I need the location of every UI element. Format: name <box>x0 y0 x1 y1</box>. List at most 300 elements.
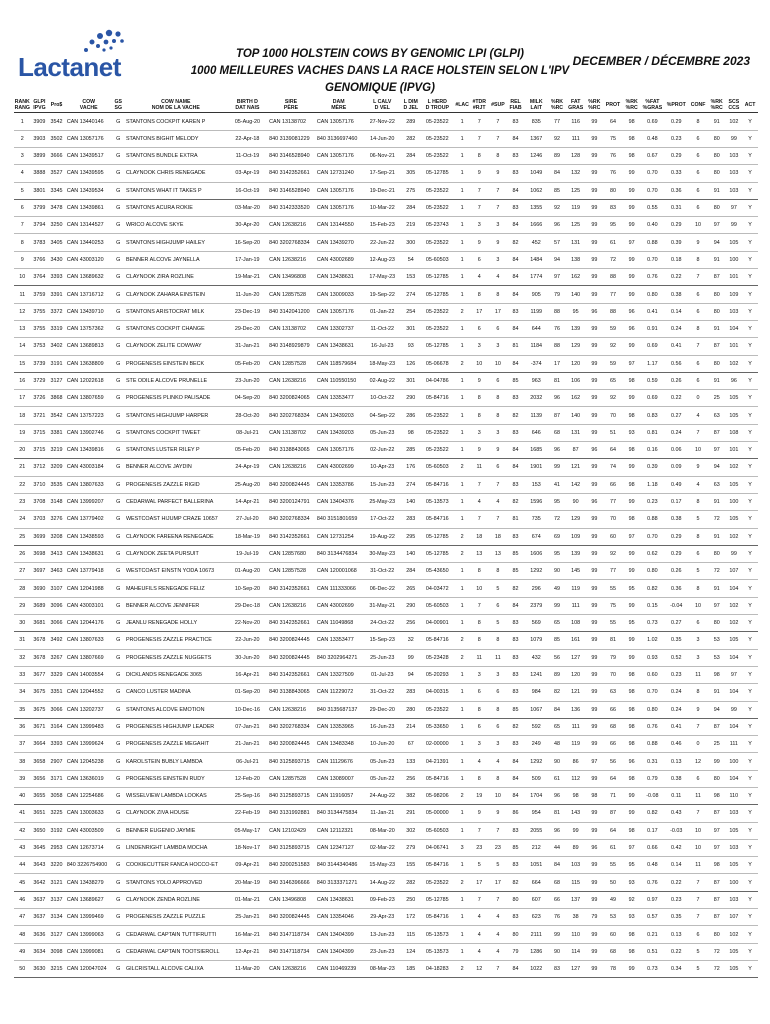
table-cell: 3220 <box>48 857 65 874</box>
table-cell: 0.51 <box>640 943 664 960</box>
column-header <box>113 98 124 113</box>
table-cell: 0.21 <box>640 926 664 943</box>
table-cell: 107 <box>726 909 743 926</box>
table-cell: 95 <box>548 545 566 562</box>
table-cell: 80 <box>708 130 726 147</box>
table-cell: 125 <box>566 217 586 234</box>
table-cell: 3148 <box>48 493 65 510</box>
table-cell: 840 3200824445 <box>267 476 315 493</box>
table-cell: 25-May-23 <box>363 493 402 510</box>
column-header-line: NOM DE LA VACHE <box>151 105 200 112</box>
table-cell: 12-Aug-23 <box>363 251 402 268</box>
table-cell: 0.09 <box>664 459 688 476</box>
table-cell: 8 <box>489 407 507 424</box>
table-cell: 15-Sep-23 <box>363 632 402 649</box>
table-cell: 98 <box>623 511 641 528</box>
table-cell: 1 <box>455 130 470 147</box>
table-cell: 98 <box>708 787 726 804</box>
table-cell: 81 <box>507 338 525 355</box>
table-cell: 1 <box>455 338 470 355</box>
table-cell: 674 <box>524 528 548 545</box>
table-cell: 172 <box>402 909 420 926</box>
table-cell: G <box>113 217 124 234</box>
table-cell: 2 <box>455 649 470 666</box>
table-cell: 84 <box>548 701 566 718</box>
table-cell: 140 <box>566 407 586 424</box>
table-cell: 6 <box>489 718 507 735</box>
table-cell: CAN 13440253 <box>65 234 113 251</box>
table-cell: 6 <box>469 718 489 735</box>
table-cell: 65 <box>548 615 566 632</box>
table-cell: 6 <box>688 545 708 562</box>
table-cell: 17-Sep-21 <box>363 165 402 182</box>
table-cell: 139 <box>566 545 586 562</box>
table-cell: 0.27 <box>664 407 688 424</box>
table-cell: 11 <box>469 459 489 476</box>
table-cell: G <box>113 839 124 856</box>
table-cell: 84 <box>507 753 525 770</box>
table-cell: 1051 <box>524 857 548 874</box>
table-row <box>14 269 758 286</box>
table-cell: 7 <box>489 960 507 977</box>
column-header <box>742 98 758 113</box>
table-cell: CAN 13716712 <box>65 286 113 303</box>
table-cell: 80 <box>708 165 726 182</box>
table-cell: 01-Jan-22 <box>363 303 402 320</box>
table-cell: 0.24 <box>664 320 688 337</box>
table-cell: 3393 <box>48 736 65 753</box>
table-cell: CAN 13439534 <box>65 182 113 199</box>
table-cell: 2055 <box>524 822 548 839</box>
table-cell: 3345 <box>48 182 65 199</box>
table-cell: 11 <box>688 857 708 874</box>
table-cell: G <box>113 684 124 701</box>
table-cell: 3868 <box>48 390 65 407</box>
cow-ranking-table <box>14 98 758 978</box>
table-cell: 05-23522 <box>420 303 455 320</box>
table-cell: 105 <box>726 476 743 493</box>
table-cell: 3888 <box>31 165 49 182</box>
table-cell: 08-Mar-23 <box>363 960 402 977</box>
table-row <box>14 320 758 337</box>
table-cell: 37 <box>14 736 31 753</box>
table-cell: 840 3200824445 <box>267 909 315 926</box>
table-cell: 7 <box>489 891 507 908</box>
table-cell: 98 <box>586 787 604 804</box>
table-cell: CAN 13354046 <box>315 909 363 926</box>
table-cell: 98 <box>623 476 641 493</box>
table-cell: STANTONS WHAT IT TAKES P <box>124 182 228 199</box>
table-cell: 98 <box>623 926 641 943</box>
table-cell: CAN 13689813 <box>65 338 113 355</box>
table-cell: 99 <box>586 822 604 839</box>
table-cell: CAN 12041988 <box>65 580 113 597</box>
table-cell: 99 <box>623 338 641 355</box>
table-cell: 75 <box>603 130 623 147</box>
table-cell: 6 <box>688 615 708 632</box>
table-cell: CAN 12044176 <box>65 615 113 632</box>
table-cell: 05-60503 <box>420 251 455 268</box>
table-cell: MAHEUFILS RENEGADE FELIZ <box>124 580 228 597</box>
table-cell: 105 <box>726 857 743 874</box>
table-cell: 84 <box>507 787 525 804</box>
table-cell: 09-Feb-23 <box>363 891 402 908</box>
table-cell: 3689 <box>31 597 49 614</box>
table-cell: 9 <box>688 701 708 718</box>
table-cell: 0.79 <box>640 770 664 787</box>
table-cell: 28 <box>14 580 31 597</box>
table-cell: 10 <box>688 217 708 234</box>
column-header-line: Pro$ <box>50 102 63 109</box>
table-row <box>14 701 758 718</box>
table-cell: 85 <box>507 372 525 389</box>
table-cell: 100 <box>726 251 743 268</box>
table-cell: 212 <box>524 839 548 856</box>
table-cell: WRICO ALCOVE SKYE <box>124 217 228 234</box>
table-cell: 3755 <box>31 320 49 337</box>
table-cell: 92 <box>548 130 566 147</box>
table-cell: G <box>113 130 124 147</box>
table-cell: 69 <box>548 528 566 545</box>
table-cell: 10 <box>489 787 507 804</box>
table-cell: STE ODILE ALCOVE PRUNELLE <box>124 372 228 389</box>
table-row <box>14 251 758 268</box>
table-cell: 0.83 <box>640 407 664 424</box>
table-cell: 114 <box>566 943 586 960</box>
table-row <box>14 476 758 493</box>
table-cell: 7 <box>469 476 489 493</box>
table-cell: CAN 12857528 <box>267 355 315 372</box>
table-cell: 1.02 <box>640 632 664 649</box>
table-cell: 97 <box>623 234 641 251</box>
table-cell: Y <box>742 234 758 251</box>
table-cell: 5 <box>489 615 507 632</box>
table-cell: 3712 <box>31 459 49 476</box>
table-cell: 0.62 <box>640 545 664 562</box>
table-cell: 8 <box>688 493 708 510</box>
table-cell: 16-Jul-23 <box>363 338 402 355</box>
table-cell: 7 <box>469 182 489 199</box>
table-cell: 99 <box>548 597 566 614</box>
table-cell: STANTONS HIGHJUMP HAILEY <box>124 234 228 251</box>
table-cell: Y <box>742 874 758 891</box>
table-cell: CEDARWAL CAPTAIN TUTTIFRUTTI <box>124 926 228 943</box>
table-cell: Y <box>742 787 758 804</box>
table-cell: 3643 <box>31 857 49 874</box>
table-cell: 840 3136697460 <box>315 130 363 147</box>
table-cell: 0.33 <box>664 165 688 182</box>
column-header-line: D VEL <box>374 105 390 112</box>
table-cell: 66 <box>603 476 623 493</box>
table-cell: 0.31 <box>664 199 688 216</box>
table-cell: 0.13 <box>664 753 688 770</box>
table-cell: 83 <box>507 649 525 666</box>
table-cell: CAN 43003509 <box>65 822 113 839</box>
table-cell: 99 <box>586 320 604 337</box>
table-cell: CAN 13438631 <box>315 338 363 355</box>
table-cell: 99 <box>586 666 604 683</box>
table-cell: 840 3134476834 <box>315 545 363 562</box>
table-cell: 0.36 <box>664 580 688 597</box>
table-cell: 0.93 <box>640 649 664 666</box>
table-cell: 3766 <box>31 251 49 268</box>
table-cell: 49 <box>548 580 566 597</box>
table-cell: 99 <box>586 960 604 977</box>
table-cell: 41 <box>14 805 31 822</box>
table-cell: 74 <box>603 459 623 476</box>
table-cell: 102 <box>726 597 743 614</box>
table-cell: 0.13 <box>664 926 688 943</box>
table-cell: 16-Apr-21 <box>228 666 267 683</box>
table-cell: 85 <box>507 563 525 580</box>
table-cell: 126 <box>402 355 420 372</box>
table-cell: 3715 <box>31 424 49 441</box>
table-cell: 05-Feb-20 <box>228 442 267 459</box>
column-header-line: %RC <box>550 105 564 112</box>
table-cell: G <box>113 390 124 407</box>
table-cell: CAN 13438593 <box>65 528 113 545</box>
table-cell: 840 3200251583 <box>267 857 315 874</box>
table-cell: 05-84716 <box>420 909 455 926</box>
table-cell: Y <box>742 355 758 372</box>
table-cell: 92 <box>623 891 641 908</box>
table-cell: 3478 <box>48 199 65 216</box>
table-cell: 162 <box>566 390 586 407</box>
table-row <box>14 338 758 355</box>
table-cell: 840 3200124791 <box>267 493 315 510</box>
table-cell: 108 <box>726 424 743 441</box>
table-cell: 1367 <box>524 130 548 147</box>
table-cell: 84 <box>507 960 525 977</box>
table-row <box>14 615 758 632</box>
table-cell: 7 <box>688 338 708 355</box>
table-cell: 17-May-23 <box>363 269 402 286</box>
table-cell: 50 <box>603 874 623 891</box>
table-cell: 99 <box>586 805 604 822</box>
table-cell: 05-12785 <box>420 891 455 908</box>
table-cell: STANTONS YOLO APPROVED <box>124 874 228 891</box>
table-cell: 05-23428 <box>420 649 455 666</box>
table-cell: 31-Oct-22 <box>363 684 402 701</box>
table-cell: 9 <box>14 251 31 268</box>
table-cell: 84 <box>507 182 525 199</box>
table-cell: 3 <box>688 649 708 666</box>
table-cell: 16 <box>14 372 31 389</box>
table-cell: 1 <box>455 286 470 303</box>
table-cell: 3697 <box>31 563 49 580</box>
table-cell: STANTONS ACURA ROKIE <box>124 199 228 216</box>
table-cell: 3405 <box>48 234 65 251</box>
table-cell: CAN 43003120 <box>65 251 113 268</box>
table-cell: CAN 11229072 <box>315 684 363 701</box>
table-cell: 99 <box>586 528 604 545</box>
table-cell: 22-Jun-20 <box>228 632 267 649</box>
table-cell: CAN 11049868 <box>315 615 363 632</box>
table-cell: 25 <box>14 528 31 545</box>
table-cell: 8 <box>489 632 507 649</box>
table-cell: PROGENESIS ZAZZLE NUGGETS <box>124 649 228 666</box>
table-cell: CAN 12857680 <box>267 545 315 562</box>
table-cell: 1 <box>455 165 470 182</box>
table-cell: G <box>113 736 124 753</box>
table-cell: CAN 13404376 <box>315 493 363 510</box>
table-cell: 34 <box>14 684 31 701</box>
table-cell: LINDENRIGHT LAMBDA MOCHA <box>124 839 228 856</box>
table-cell: 71 <box>603 787 623 804</box>
table-cell: 87 <box>708 909 726 926</box>
table-cell: 61 <box>548 770 566 787</box>
table-cell: 28-Oct-20 <box>228 407 267 424</box>
table-cell: 176 <box>402 459 420 476</box>
table-cell: CAN 13999624 <box>65 736 113 753</box>
table-cell: 87 <box>566 442 586 459</box>
table-cell: 0.48 <box>640 130 664 147</box>
table-cell: CAN 13439203 <box>315 407 363 424</box>
table-cell: 40 <box>14 787 31 804</box>
table-cell: 79 <box>603 649 623 666</box>
table-cell: 214 <box>402 718 420 735</box>
table-cell: CAN 13807633 <box>65 632 113 649</box>
table-cell: 102 <box>726 355 743 372</box>
table-cell: 27-Nov-22 <box>363 113 402 130</box>
table-cell: 99 <box>586 234 604 251</box>
table-cell: 16-Mar-21 <box>228 926 267 943</box>
table-cell: 24-Aug-22 <box>363 787 402 804</box>
table-cell: 17 <box>469 303 489 320</box>
table-cell: 9 <box>489 442 507 459</box>
table-cell: 99 <box>586 113 604 130</box>
column-header <box>228 98 267 113</box>
table-cell: 17 <box>489 874 507 891</box>
table-cell: CAN 12254686 <box>65 787 113 804</box>
table-cell: 3 <box>469 666 489 683</box>
table-cell: 3 <box>688 632 708 649</box>
table-cell: 05-13573 <box>420 493 455 510</box>
table-cell: PROGENESIS HIGHJUMP LEADER <box>124 718 228 735</box>
table-cell: 80 <box>708 926 726 943</box>
table-cell: 2953 <box>48 839 65 856</box>
table-cell: 7 <box>688 891 708 908</box>
table-cell: 125 <box>566 182 586 199</box>
table-cell: PROGENESIS ZAZZLE PUZZLE <box>124 909 228 926</box>
table-cell: 99 <box>586 286 604 303</box>
table-cell: 13 <box>489 545 507 562</box>
table-cell: 99 <box>708 753 726 770</box>
table-cell: 127 <box>566 960 586 977</box>
table-cell: 30-May-23 <box>363 545 402 562</box>
table-cell: 0.23 <box>640 493 664 510</box>
table-cell: Y <box>742 269 758 286</box>
table-cell: 1 <box>14 113 31 130</box>
table-cell: G <box>113 632 124 649</box>
table-cell: CAN 12112321 <box>315 822 363 839</box>
table-cell: 7 <box>688 718 708 735</box>
table-cell: 840 3146396666 <box>267 874 315 891</box>
table-cell: 3215 <box>48 960 65 977</box>
table-cell: 103 <box>726 182 743 199</box>
table-row <box>14 303 758 320</box>
table-cell: 7 <box>469 511 489 528</box>
table-cell: 25-Jan-21 <box>228 909 267 926</box>
table-cell: CAN 13757223 <box>65 407 113 424</box>
table-cell: 105 <box>726 943 743 960</box>
table-cell: 53 <box>708 632 726 649</box>
column-header-line: PROT <box>605 102 621 109</box>
table-cell: Y <box>742 926 758 943</box>
table-cell: 0.17 <box>664 493 688 510</box>
table-cell: 3192 <box>48 822 65 839</box>
table-cell: 0.43 <box>664 805 688 822</box>
table-cell: 83 <box>548 960 566 977</box>
table-cell: 185 <box>402 960 420 977</box>
table-cell: CLAYNOOK ZELITE COWWAY <box>124 338 228 355</box>
table-cell: 3703 <box>31 511 49 528</box>
table-cell: 96 <box>623 753 641 770</box>
table-cell: 10 <box>469 355 489 372</box>
table-cell: 283 <box>402 684 420 701</box>
table-cell: 99 <box>623 217 641 234</box>
table-cell: 72 <box>603 251 623 268</box>
table-cell: 22-Nov-20 <box>228 615 267 632</box>
table-cell: 8 <box>688 113 708 130</box>
table-cell: 0.42 <box>664 839 688 856</box>
table-cell: CAN 12022618 <box>65 372 113 389</box>
table-cell: 1 <box>455 943 470 960</box>
table-cell: 103 <box>726 148 743 165</box>
table-cell: 840 3200824445 <box>267 736 315 753</box>
table-cell: 84 <box>507 597 525 614</box>
table-cell: 282 <box>402 130 420 147</box>
table-cell: 3542 <box>48 407 65 424</box>
table-cell: 6 <box>469 251 489 268</box>
table-cell: 81 <box>507 511 525 528</box>
table-cell: 3319 <box>48 320 65 337</box>
table-cell: 29-Dec-20 <box>363 701 402 718</box>
table-cell: 99 <box>586 545 604 562</box>
table-cell: 0 <box>688 390 708 407</box>
table-cell: 840 3202964271 <box>315 649 363 666</box>
table-cell: 87 <box>708 874 726 891</box>
table-cell: 3134 <box>48 909 65 926</box>
table-cell: 41 <box>548 476 566 493</box>
table-cell: 120 <box>566 355 586 372</box>
table-cell: Y <box>742 701 758 718</box>
table-cell: 97 <box>623 355 641 372</box>
table-cell: 283 <box>402 511 420 528</box>
table-cell: 30 <box>14 615 31 632</box>
table-cell: 119 <box>566 199 586 216</box>
table-cell: 99 <box>623 545 641 562</box>
table-cell: 3381 <box>48 424 65 441</box>
table-cell: Y <box>742 943 758 960</box>
table-cell: 9 <box>469 372 489 389</box>
table-cell: 8 <box>469 701 489 718</box>
table-cell: 3678 <box>31 632 49 649</box>
table-cell: Y <box>742 113 758 130</box>
table-cell: 98 <box>708 857 726 874</box>
table-cell: 16-Oct-19 <box>228 182 267 199</box>
table-cell: 31 <box>14 632 31 649</box>
table-cell: 109 <box>566 528 586 545</box>
title-english: TOP 1000 HOLSTEIN COWS BY GENOMIC LPI (GLPI) <box>236 48 524 60</box>
table-cell: 57 <box>548 234 566 251</box>
table-cell: 3 <box>489 217 507 234</box>
table-cell: 91 <box>708 251 726 268</box>
table-cell: 24 <box>14 511 31 528</box>
table-cell: 105 <box>726 390 743 407</box>
table-cell: 0.38 <box>664 770 688 787</box>
table-cell: 1 <box>455 718 470 735</box>
